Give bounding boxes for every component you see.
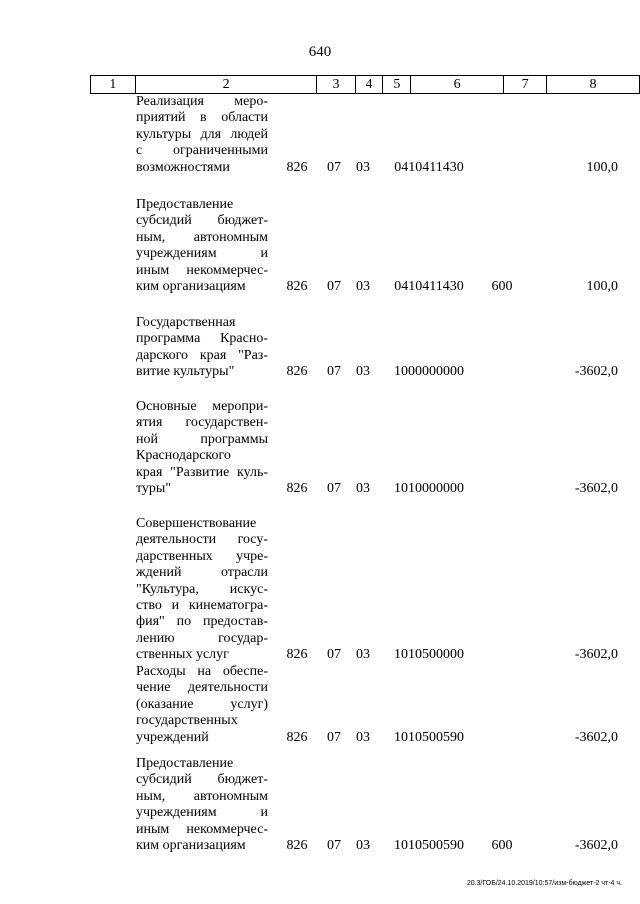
column-header-5: 5 — [383, 76, 411, 94]
cell-expense-type-code: 600 — [491, 278, 513, 294]
row-description-line: ким организациям — [136, 279, 246, 295]
cell-amount: -3602,0 — [574, 364, 618, 380]
table-row — [0, 94, 640, 176]
row-description-line: ятия государствен- — [136, 415, 268, 431]
cell-subsection-code: 03 — [356, 278, 370, 294]
row-description-line: возможностями — [136, 159, 230, 175]
cell-subsection-code: 03 — [356, 837, 370, 853]
cell-target-article-code: 0410411430 — [394, 278, 464, 294]
row-description — [136, 664, 268, 746]
column-header-3: 3 — [317, 76, 355, 94]
row-description-line: Предоставление — [136, 756, 234, 771]
cell-amount: -3602,0 — [574, 729, 618, 745]
row-description-line: (оказание услуг) — [136, 696, 268, 712]
column-header-6: 6 — [411, 76, 504, 94]
row-description — [136, 197, 268, 295]
cell-amount: 100,0 — [586, 278, 618, 294]
row-description-line: учреждениям и — [136, 805, 268, 821]
cell-subsection-code: 03 — [356, 729, 370, 745]
cell-section-code: 07 — [327, 729, 341, 745]
cell-section-code: 07 — [327, 480, 341, 496]
row-description-line: Реализация меро- — [136, 94, 268, 109]
cell-amount: -3602,0 — [574, 647, 618, 663]
row-description-line: субсидий бюджет- — [136, 772, 268, 788]
row-description — [136, 399, 268, 497]
row-description-line: ждений отрасли — [136, 565, 268, 581]
column-header-4: 4 — [355, 76, 383, 94]
cell-admin-code: 826 — [286, 159, 308, 175]
row-description-line: субсидий бюджет- — [136, 213, 268, 229]
row-description-line: государственных — [136, 713, 238, 729]
row-description-line: чение деятельности — [136, 680, 268, 696]
column-header-row — [91, 76, 640, 94]
row-description-line: ным, автономным — [136, 788, 268, 804]
cell-target-article-code: 1010500000 — [394, 647, 464, 663]
cell-admin-code: 826 — [286, 480, 308, 496]
row-description-line: ство и кинематогра- — [136, 598, 268, 614]
cell-admin-code: 826 — [286, 647, 308, 663]
row-description — [136, 756, 268, 854]
row-description — [136, 516, 268, 664]
row-description-line: культуры для людей — [136, 126, 268, 142]
table-row — [0, 315, 640, 381]
cell-target-article-code: 1000000000 — [394, 364, 464, 380]
cell-admin-code: 826 — [286, 364, 308, 380]
table-row — [0, 756, 640, 854]
row-description — [136, 94, 268, 176]
document-footer: 20.3/ГОБ/24.10.2019/10:57/изм-бюджет-2 чт-4 ч. — [466, 880, 622, 887]
column-header-table — [90, 75, 640, 94]
cell-amount: -3602,0 — [574, 837, 618, 853]
row-description-line: дарского края "Раз- — [136, 347, 268, 363]
row-description-line: Предоставление — [136, 197, 234, 212]
row-description-line: фия" по предостав- — [136, 614, 268, 630]
row-description-line: ким организациям — [136, 838, 246, 854]
row-description-line: "Культура, искус- — [136, 581, 268, 597]
row-description-line: Совершенствование — [136, 516, 257, 531]
row-description-line: витие культуры" — [136, 364, 235, 380]
cell-amount: -3602,0 — [574, 480, 618, 496]
row-description-line: лению государ- — [136, 630, 268, 646]
column-header-1: 1 — [91, 76, 136, 94]
row-description-line: дарственных учре- — [136, 548, 268, 564]
table-row — [0, 197, 640, 295]
cell-target-article-code: 1010500590 — [394, 837, 464, 853]
cell-admin-code: 826 — [286, 837, 308, 853]
page-number: 640 — [308, 44, 332, 60]
row-description-line: иным некоммерчес- — [136, 262, 268, 278]
cell-section-code: 07 — [327, 837, 341, 853]
cell-section-code: 07 — [327, 278, 341, 294]
row-description-line: края "Развитие куль- — [136, 464, 268, 480]
row-description-line: ственных услуг — [136, 647, 229, 663]
row-description — [136, 315, 268, 381]
row-description-line: Государственная — [136, 315, 236, 330]
row-description-line: учреждениям и — [136, 246, 268, 262]
cell-target-article-code: 1010500590 — [394, 729, 464, 745]
cell-subsection-code: 03 — [356, 159, 370, 175]
cell-admin-code: 826 — [286, 278, 308, 294]
column-header-8: 8 — [547, 76, 640, 94]
cell-section-code: 07 — [327, 159, 341, 175]
cell-amount: 100,0 — [586, 159, 618, 175]
cell-subsection-code: 03 — [356, 364, 370, 380]
table-row — [0, 516, 640, 664]
cell-subsection-code: 03 — [356, 480, 370, 496]
row-description-line: иным некоммерчес- — [136, 821, 268, 837]
cell-target-article-code: 1010000000 — [394, 480, 464, 496]
cell-subsection-code: 03 — [356, 647, 370, 663]
row-description-line: ной программы — [136, 431, 268, 447]
row-description-line: программа Красно- — [136, 331, 268, 347]
row-description-line: Основные меропри- — [136, 399, 268, 414]
column-header-2: 2 — [135, 76, 317, 94]
row-description-line: Расходы на обеспе- — [136, 664, 268, 679]
row-description-line: туры" — [136, 481, 172, 497]
cell-section-code: 07 — [327, 364, 341, 380]
row-description-line: приятий в области — [136, 110, 268, 126]
row-description-line: ным, автономным — [136, 229, 268, 245]
cell-section-code: 07 — [327, 647, 341, 663]
row-description-line: Краснодарского — [136, 448, 231, 464]
row-description-line: с ограниченными — [136, 143, 268, 159]
column-header-7: 7 — [504, 76, 547, 94]
table-row — [0, 664, 640, 746]
cell-expense-type-code: 600 — [491, 837, 513, 853]
cell-target-article-code: 0410411430 — [394, 159, 464, 175]
row-description-line: учреждений — [136, 729, 209, 745]
cell-admin-code: 826 — [286, 729, 308, 745]
row-description-line: деятельности госу- — [136, 532, 268, 548]
table-row — [0, 399, 640, 497]
